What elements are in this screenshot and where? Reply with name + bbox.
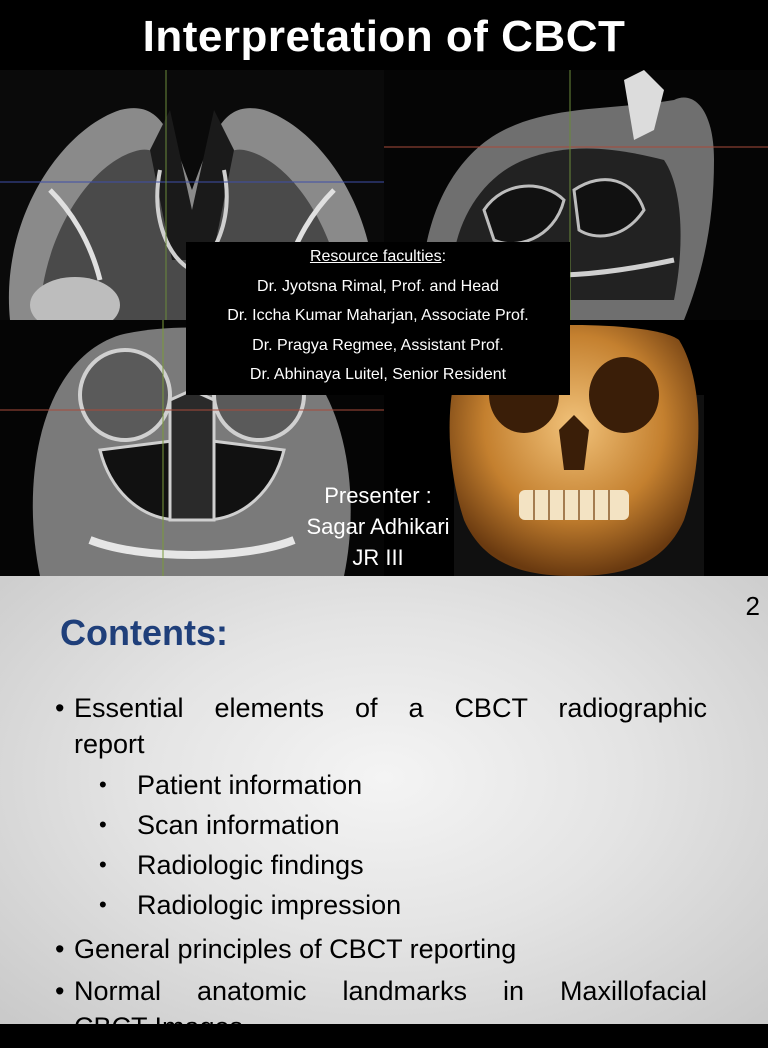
list-item-text: Normal anatomic landmarks in Maxillofacial	[74, 976, 707, 1006]
faculty-member: Dr. Jyotsna Rimal, Prof. and Head	[257, 277, 499, 295]
presenter-role: JR III	[352, 545, 404, 570]
faculty-member: Dr. Abhinaya Luitel, Senior Resident	[249, 366, 507, 383]
faculty-header-colon: :	[441, 248, 447, 265]
presenter-name: Sagar Adhikari	[306, 514, 450, 539]
sub-list-item: • Radiologic findings	[55, 845, 707, 885]
faculty-header	[186, 242, 570, 272]
list-item-text: Essential elements of a CBCT radiographic	[74, 693, 707, 723]
faculty-member: Dr. Iccha Kumar Maharjan, Associate Prof.	[227, 307, 529, 324]
presenter-block	[250, 480, 506, 573]
list-item-text: General principles of CBCT reporting	[74, 934, 517, 964]
list-item-continuation: report	[74, 729, 145, 759]
faculty-member: Dr. Pragya Regmee, Assistant Prof.	[252, 336, 504, 354]
sub-list-item: • Scan information	[55, 805, 707, 845]
sub-list-item: • Patient information	[55, 765, 707, 805]
faculty-header-text: Resource faculties	[309, 248, 442, 265]
list-item	[55, 973, 707, 1045]
contents-slide	[0, 576, 768, 1042]
list-item	[55, 690, 707, 762]
slide-title: Interpretation of CBCT	[142, 12, 626, 61]
list-item-continuation: CBCT Images	[74, 1012, 244, 1042]
contents-list	[55, 690, 707, 1048]
presenter-label: Presenter :	[324, 483, 432, 508]
list-item	[55, 931, 707, 967]
resource-faculties-box	[186, 242, 570, 395]
contents-title: Contents:	[60, 612, 228, 653]
page-number: 2	[745, 591, 760, 621]
sub-list-item: • Radiologic impression	[55, 885, 707, 925]
